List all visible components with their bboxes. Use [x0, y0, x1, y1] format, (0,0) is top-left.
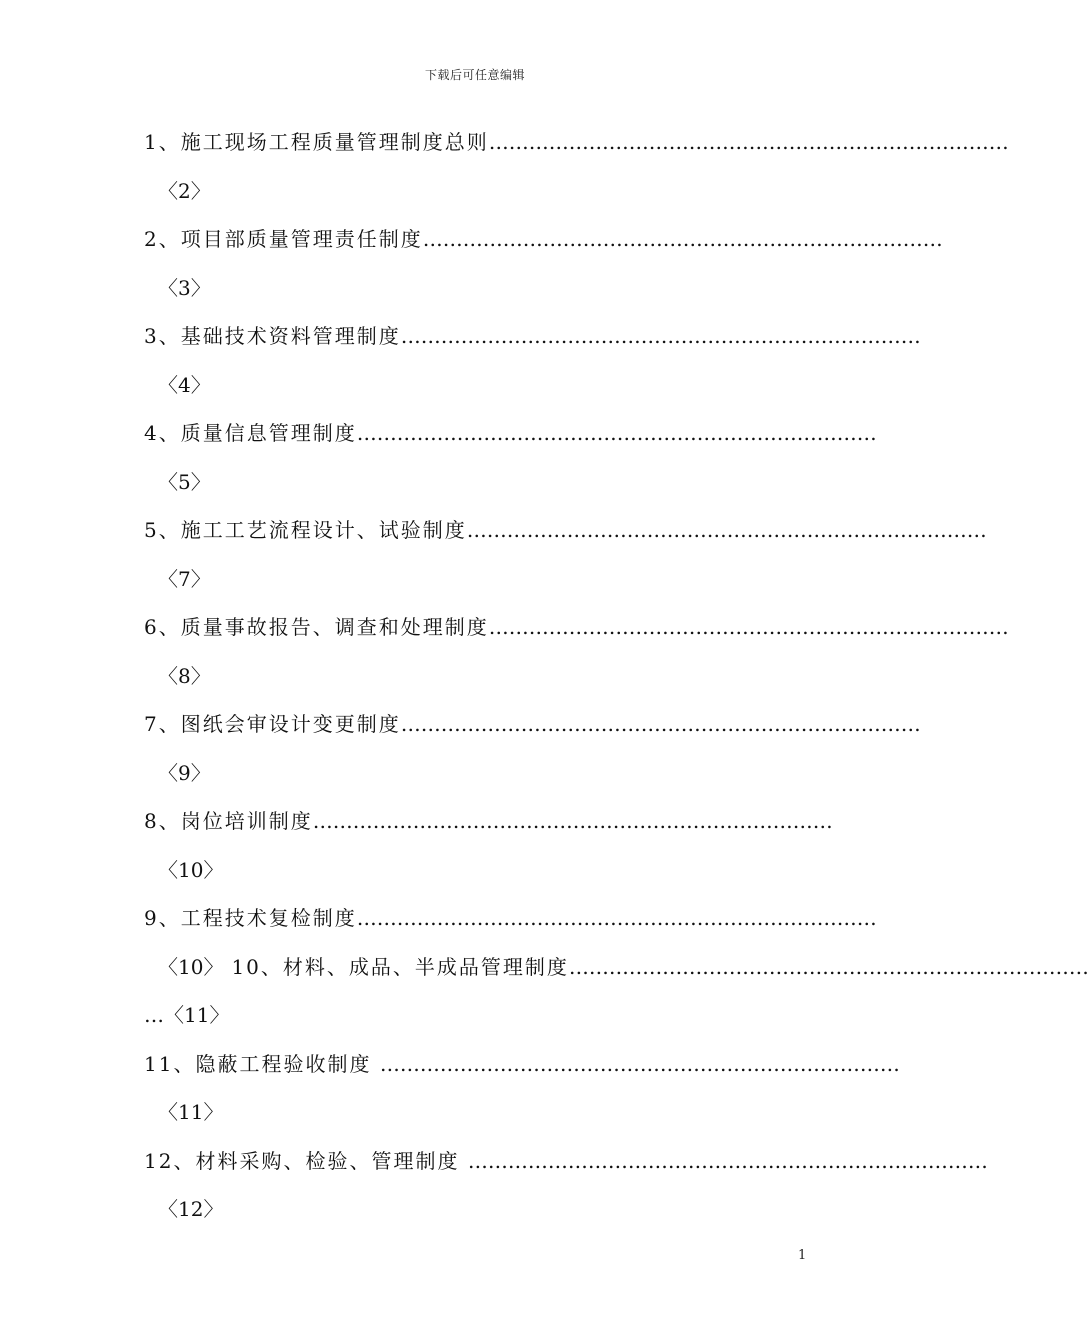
- toc-entry-8[interactable]: [144, 797, 833, 846]
- dot-leader: ……………………………………………………………………: [467, 1148, 988, 1173]
- toc-entry-title: 2、项目部质量管理责任制度: [144, 227, 423, 251]
- toc-entry-page: 〈9〉: [158, 760, 211, 785]
- toc-entry-12[interactable]: [144, 1137, 988, 1186]
- toc-entry-page: 〈12〉: [158, 1197, 224, 1221]
- toc-entry-page: 〈4〉: [158, 372, 211, 397]
- toc-entry-1[interactable]: [144, 118, 1009, 167]
- toc-entry-title: 1、施工现场工程质量管理制度总则: [144, 130, 489, 154]
- dot-leader: ……………………………………………………………………: [488, 130, 1009, 154]
- toc-entry-title: 9、工程技术复检制度: [144, 906, 357, 930]
- toc-entry-5[interactable]: [144, 506, 987, 555]
- dot-leader: ……………………………………………………………………: [422, 227, 943, 251]
- toc-entry-page: 〈11〉: [158, 1100, 224, 1124]
- table-of-contents: [144, 118, 1089, 1234]
- toc-entry-3[interactable]: [144, 312, 921, 361]
- toc-entry-title: 8、岗位培训制度: [144, 809, 313, 833]
- toc-entry-title: 4、质量信息管理制度: [144, 421, 357, 445]
- toc-entry-title: 11、隐蔽工程验收制度: [144, 1051, 380, 1076]
- toc-entry-title: 10、材料、成品、半成品管理制度: [231, 954, 569, 979]
- toc-entry-page: 〈7〉: [158, 566, 211, 591]
- toc-entry-11[interactable]: [144, 1040, 900, 1089]
- toc-entry-2[interactable]: [144, 215, 943, 264]
- toc-entry-page: 〈3〉: [158, 275, 211, 300]
- toc-entry-page: 〈2〉: [158, 178, 211, 203]
- toc-entry-6[interactable]: [144, 603, 1009, 652]
- dot-leader: ……………………………………………………………………: [400, 712, 921, 736]
- toc-entry-title: 5、施工工艺流程设计、试验制度: [144, 518, 467, 542]
- toc-entry-page: 〈11〉: [164, 1003, 230, 1027]
- toc-entry-page: 〈10〉: [158, 954, 224, 979]
- dot-leader: ……………………………………………………………………: [466, 518, 987, 542]
- page-number: 1: [798, 1248, 807, 1263]
- dot-leader: ……………………………………………………………………: [400, 324, 921, 348]
- toc-entry-7[interactable]: [144, 700, 921, 749]
- toc-entry-page: 〈5〉: [158, 469, 211, 494]
- toc-entry-page: 〈10〉: [158, 857, 224, 882]
- dot-leader: ……………………………………………………………………: [488, 615, 1009, 639]
- dot-leader: ……………………………………………………………………: [568, 954, 1089, 979]
- dot-leader: ……………………………………………………………………: [312, 809, 833, 833]
- toc-entry-9[interactable]: [144, 894, 877, 943]
- toc-entry-page: 〈8〉: [158, 663, 211, 688]
- dot-leader: ……………………………………………………………………: [356, 421, 877, 445]
- toc-entry-page-line: …〈11〉: [144, 1003, 230, 1027]
- toc-entry-title: 3、基础技术资料管理制度: [144, 324, 401, 348]
- toc-entry-title: 6、质量事故报告、调查和处理制度: [144, 615, 489, 639]
- page-header: 下载后可任意编辑: [424, 68, 525, 82]
- toc-entry-title: 12、材料采购、检验、管理制度: [144, 1148, 468, 1173]
- dot-leader: ……………………………………………………………………: [379, 1051, 900, 1076]
- dot-leader: ……………………………………………………………………: [356, 906, 877, 930]
- toc-entry-4[interactable]: [144, 409, 877, 458]
- toc-entry-title: 7、图纸会审设计变更制度: [144, 712, 401, 736]
- toc-entry-10[interactable]: [144, 943, 1089, 992]
